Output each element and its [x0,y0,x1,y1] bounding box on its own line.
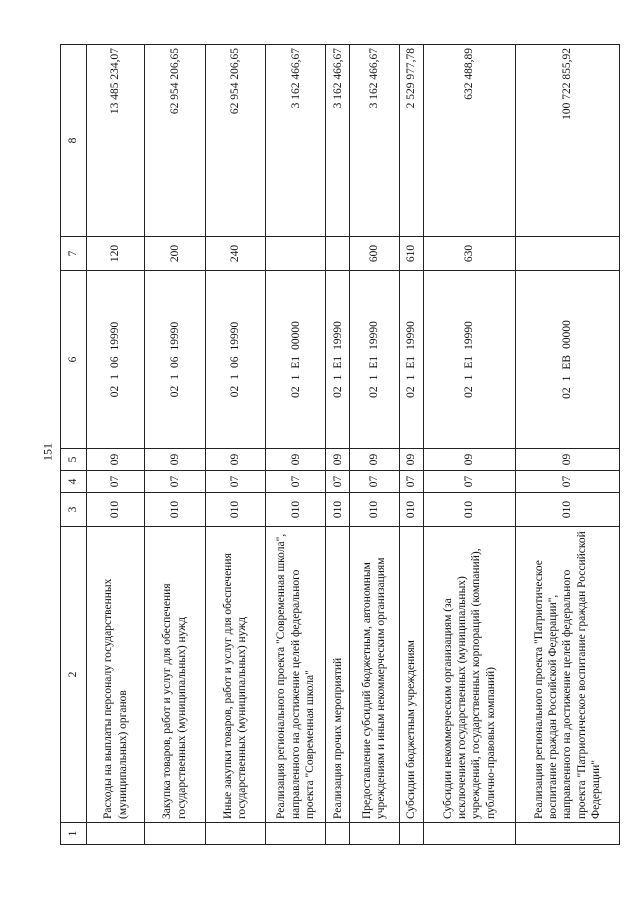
cell-col-6: 021Е119990 [399,271,423,449]
table-row [205,45,265,845]
cell-col-5: 09 [266,449,326,471]
cell-col-8: 62 954 206,65 [205,45,265,237]
cell-col-4: 07 [423,471,516,493]
header-col-4: 4 [61,471,87,493]
cell-col-3: 010 [350,493,400,527]
cell-col-3: 010 [205,493,265,527]
row-description: Расходы на выплаты персоналу государственных (муниципальных) органов [86,527,144,823]
table-row [516,45,620,845]
cell-col-3: 010 [266,493,326,527]
cell-col-7 [266,237,326,271]
row-description: Предоставление субсидий бюджетным, автономным учреждениям и иным некоммерческим организациям [350,527,400,823]
table-row [266,45,326,845]
cell-col-4: 07 [516,471,620,493]
cell-col-6: 021Е119990 [423,271,516,449]
cell-col-8: 3 162 466,67 [266,45,326,237]
cell-col-6: 0210619990 [145,271,205,449]
cell-col-4: 07 [205,471,265,493]
budget-table-container [60,45,620,845]
cell-col-8: 100 722 855,92 [516,45,620,237]
cell-col-3: 010 [423,493,516,527]
row-description: Субсидии бюджетным учреждениям [399,527,423,823]
row-description: Реализация регионального проекта "Патриотическое воспитание граждан Российской Федерации", направленного на достижение целей федерального проекта "Патриотическое воспитание граждан Российской Федерации" [516,527,620,823]
cell-col-8: 13 485 234,07 [86,45,144,237]
cell-col-8: 3 162 466,67 [326,45,350,237]
cell-col-3: 010 [399,493,423,527]
cell-col-8: 3 162 466,67 [350,45,400,237]
header-col-8: 8 [61,45,87,237]
cell-col-3: 010 [516,493,620,527]
table-row [423,45,516,845]
cell-col-5: 09 [350,449,400,471]
cell-col-6: 021Е119990 [350,271,400,449]
table-row [350,45,400,845]
page-number: 151 [40,443,55,461]
cell-col-4: 07 [145,471,205,493]
cell-col-5: 09 [423,449,516,471]
cell-col-6: 021ЕВ00000 [516,271,620,449]
header-col-6: 6 [61,271,87,449]
cell-col-7: 240 [205,237,265,271]
cell-col-5: 09 [516,449,620,471]
cell-col-7: 630 [423,237,516,271]
cell-col-7 [516,237,620,271]
cell-col-4: 07 [350,471,400,493]
table-row [86,45,144,845]
header-col-1: 1 [61,823,87,845]
cell-col-7: 200 [145,237,205,271]
cell-col-7: 610 [399,237,423,271]
table-row [399,45,423,845]
table-row [145,45,205,845]
cell-col-5: 09 [326,449,350,471]
cell-col-4: 07 [86,471,144,493]
header-col-2: 2 [61,527,87,823]
budget-table [60,44,620,845]
cell-col-8: 632 488,89 [423,45,516,237]
cell-col-3: 010 [86,493,144,527]
header-col-3: 3 [61,493,87,527]
cell-col-3: 010 [145,493,205,527]
row-description: Субсидии некоммерческим организациям (за исключением государственных (муниципальных) учреждений, государственных корпораций (компаний), публично-правовых компаний) [423,527,516,823]
row-description: Реализация прочих мероприятий [326,527,350,823]
cell-col-4: 07 [399,471,423,493]
header-col-7: 7 [61,237,87,271]
cell-col-5: 09 [145,449,205,471]
header-row [61,45,87,845]
cell-col-6: 0210619990 [205,271,265,449]
row-description: Реализация регионального проекта "Современная школа", направленного на достижение целей федерального проекта "Современная школа" [266,527,326,823]
row-description: Иные закупки товаров, работ и услуг для обеспечения государственных (муниципальных) нужд [205,527,265,823]
cell-col-8: 62 954 206,65 [145,45,205,237]
cell-col-6: 021Е119990 [326,271,350,449]
cell-col-6: 0210619990 [86,271,144,449]
cell-col-6: 021Е100000 [266,271,326,449]
cell-col-5: 09 [86,449,144,471]
cell-col-5: 09 [399,449,423,471]
header-col-5: 5 [61,449,87,471]
cell-col-7 [326,237,350,271]
row-description: Закупка товаров, работ и услуг для обеспечения государственных (муниципальных) нужд [145,527,205,823]
cell-col-3: 010 [326,493,350,527]
cell-col-8: 2 529 977,78 [399,45,423,237]
cell-col-4: 07 [326,471,350,493]
cell-col-5: 09 [205,449,265,471]
cell-col-7: 120 [86,237,144,271]
cell-col-4: 07 [266,471,326,493]
cell-col-7: 600 [350,237,400,271]
table-row [326,45,350,845]
